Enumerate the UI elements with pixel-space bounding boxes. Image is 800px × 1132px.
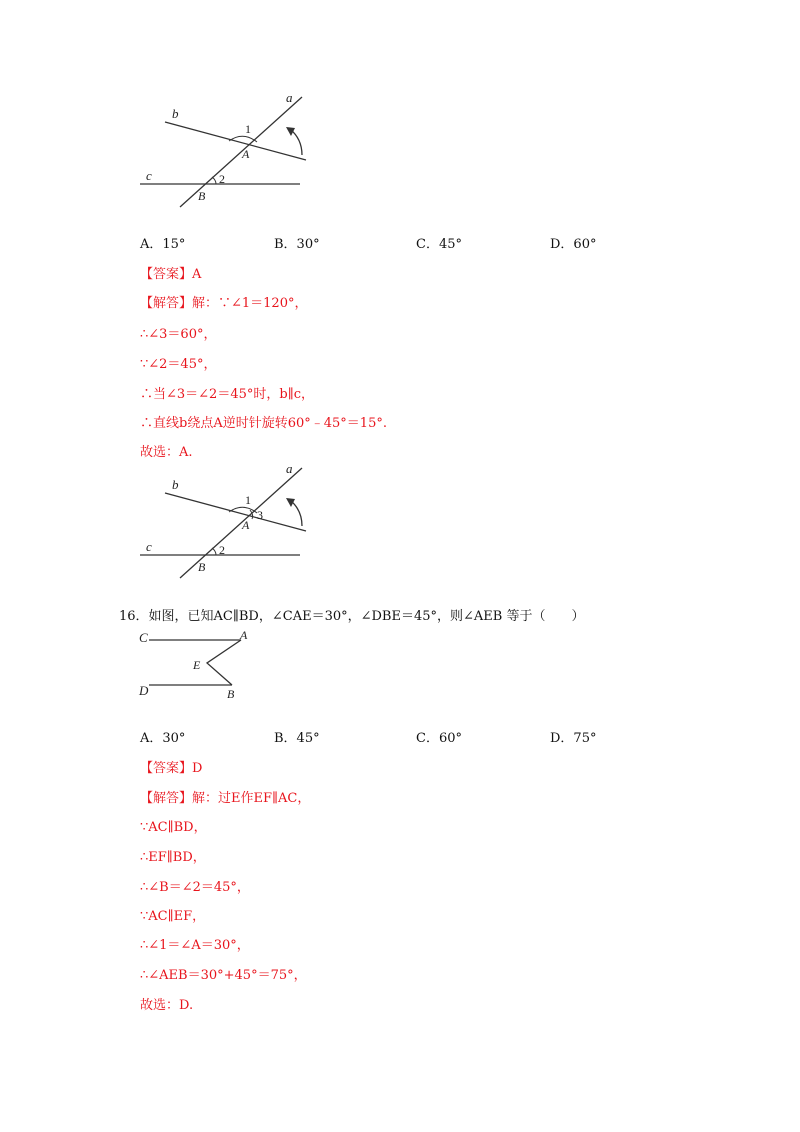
q15-option-c: C．45°	[416, 237, 462, 252]
q16-option-a: A．30°	[140, 731, 186, 746]
q15-option-b: B．30°	[274, 237, 320, 252]
label-angle-1: 1	[245, 122, 251, 136]
q16-solution-line-2: ∵AC∥BD，	[140, 820, 207, 835]
q15-solution-line-1: 【解答】解：∵∠1＝120°，	[140, 296, 308, 311]
label-c: c	[146, 539, 152, 554]
q16-answer: 【答案】D	[140, 761, 203, 776]
rotation-arrowhead	[286, 127, 295, 136]
angle-2-arc	[212, 548, 216, 555]
q15-solution-figure	[130, 456, 320, 586]
q15-option-d: D．60°	[550, 237, 597, 252]
q16-question: 16．如图，已知AC∥BD，∠CAE＝30°，∠DBE＝45°，则∠AEB 等于（ ）	[119, 609, 585, 624]
label-angle-2: 2	[219, 172, 225, 186]
label-b: B	[227, 687, 235, 701]
q15-option-a: A．15°	[140, 237, 186, 252]
label-point-b: B	[198, 189, 206, 203]
label-e: E	[193, 658, 201, 672]
label-angle-1: 1	[245, 493, 251, 507]
angle-2-arc	[212, 177, 216, 184]
q16-solution-line-8: 故选：D.	[140, 998, 194, 1013]
label-angle-3: 3	[257, 508, 263, 522]
q15-solution-line-5: ∴直线b绕点A逆时针旋转60°﹣45°＝15°.	[140, 416, 387, 431]
q16-option-d: D．75°	[550, 731, 597, 746]
q16-option-b: B．45°	[274, 731, 320, 746]
label-a: a	[286, 90, 293, 105]
q16-solution-line-3: ∴EF∥BD，	[140, 850, 206, 865]
q16-solution-line-5: ∵AC∥EF，	[140, 909, 206, 924]
label-c: C	[139, 630, 148, 645]
label-b: b	[172, 477, 179, 492]
label-point-a: A	[242, 147, 250, 161]
label-point-a: A	[242, 518, 250, 532]
label-angle-2: 2	[219, 543, 225, 557]
q15-figure	[130, 85, 320, 215]
q16-solution-line-1: 【解答】解：过E作EF∥AC，	[140, 791, 311, 806]
label-a: a	[286, 461, 293, 476]
line-b	[165, 493, 306, 531]
q16-solution-line-4: ∴∠B＝∠2＝45°，	[140, 880, 250, 895]
label-b: b	[172, 106, 179, 121]
q15-solution-line-3: ∵∠2＝45°，	[140, 357, 217, 372]
label-c: c	[146, 168, 152, 183]
label-a: A	[240, 628, 248, 642]
q16-solution-line-6: ∴∠1＝∠A＝30°，	[140, 938, 250, 953]
q16-option-c: C．60°	[416, 731, 462, 746]
q16-solution-line-7: ∴∠AEB＝30°+45°＝75°，	[140, 968, 307, 983]
rotation-arrowhead	[286, 498, 295, 507]
q16-figure	[135, 623, 255, 708]
line-b	[165, 122, 306, 160]
label-d: D	[139, 683, 149, 698]
q15-solution-line-2: ∴∠3＝60°，	[140, 327, 217, 342]
broken-line-aeb	[207, 640, 241, 685]
q15-solution-line-4: ∴当∠3＝∠2＝45°时，b∥c，	[140, 387, 314, 402]
label-point-b: B	[198, 560, 206, 574]
q15-answer: 【答案】A	[140, 267, 202, 282]
q15-solution-line-6: 故选：A.	[140, 445, 193, 460]
